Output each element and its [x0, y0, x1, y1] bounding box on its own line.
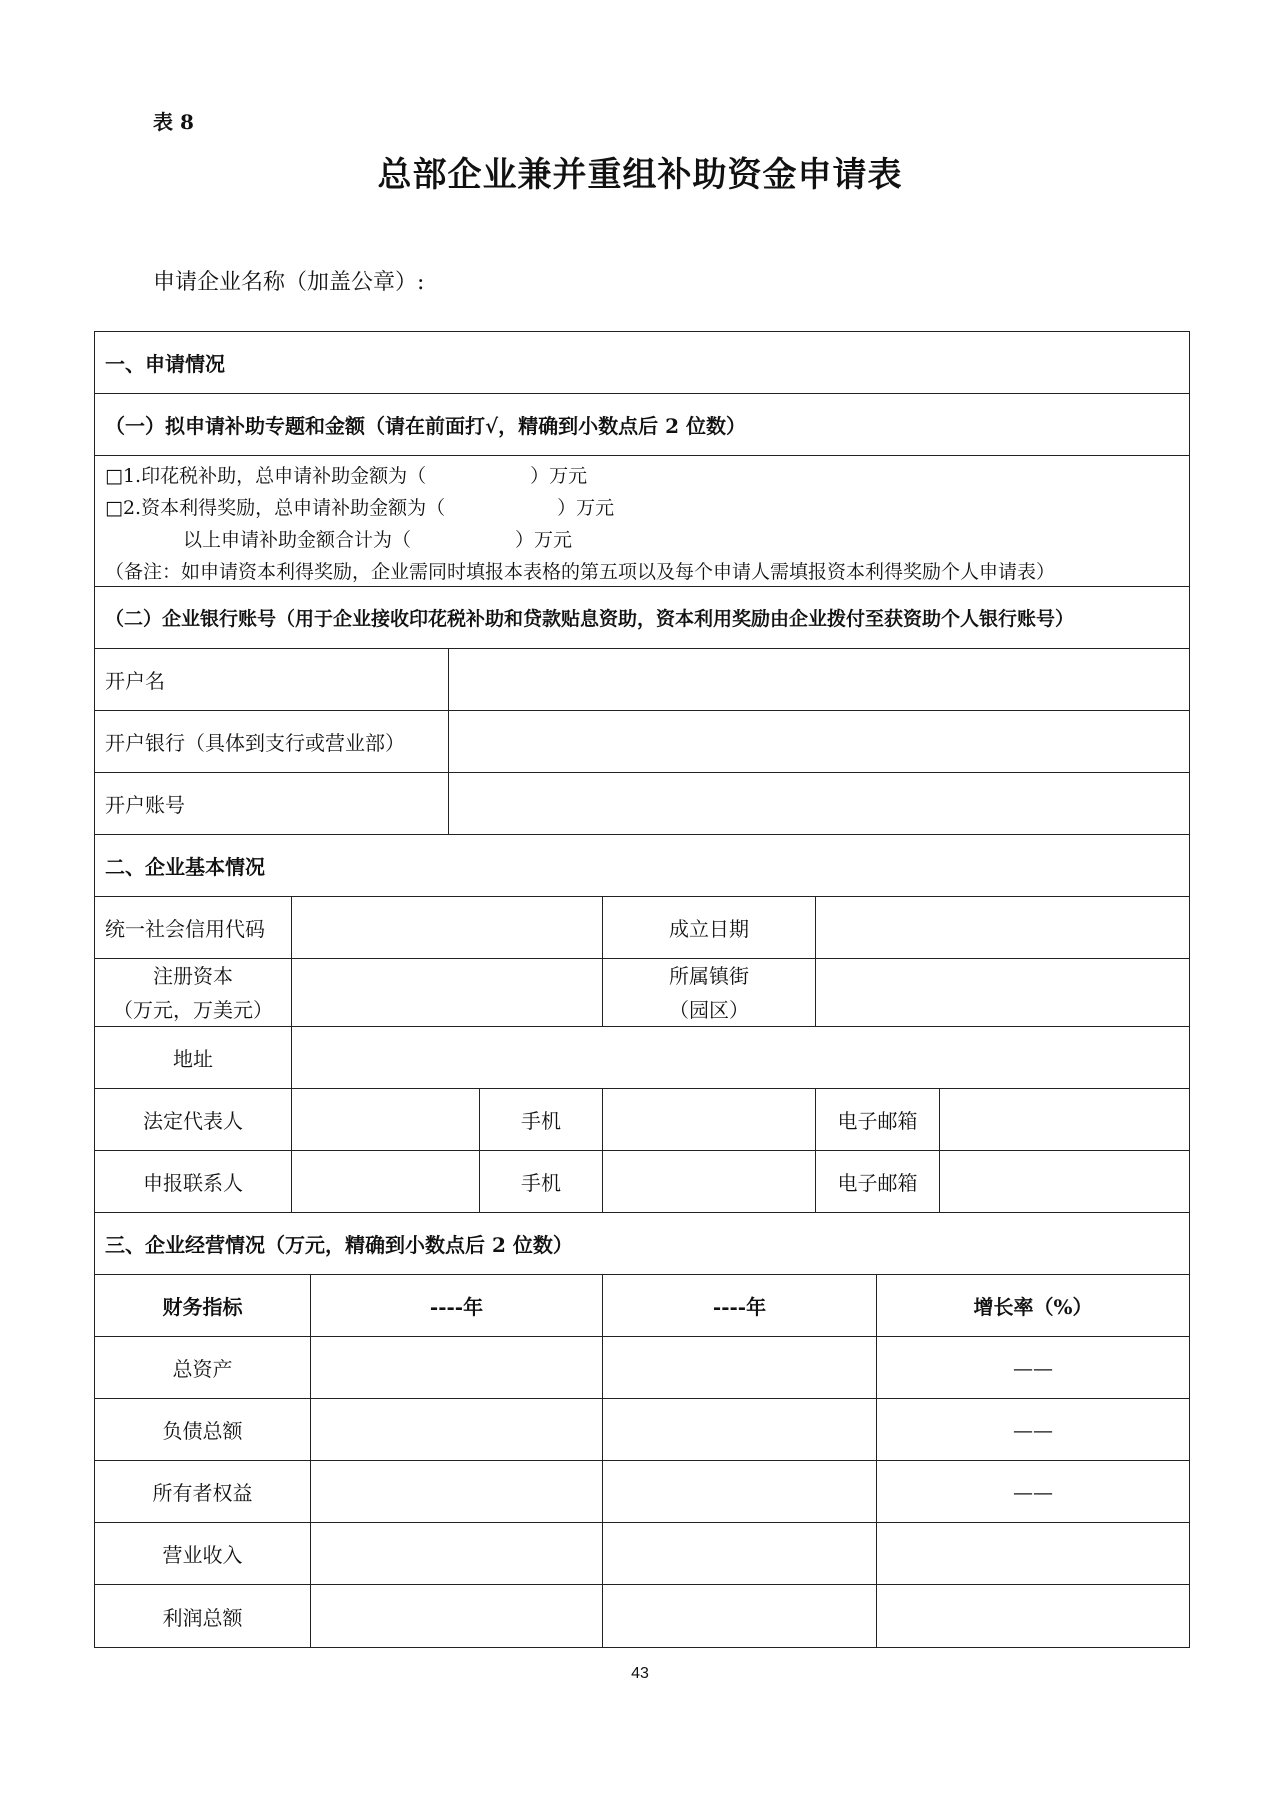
finance-growth-field[interactable] — [877, 1585, 1189, 1647]
section1-title: 一、申请情况 — [105, 352, 225, 376]
finance-year1-field[interactable] — [311, 1461, 603, 1522]
finance-year2-field[interactable] — [603, 1399, 877, 1460]
option-capital-gain[interactable] — [105, 492, 1179, 524]
section3-header-row — [95, 1213, 1189, 1275]
address-row — [95, 1027, 1189, 1089]
page-number: 43 — [631, 1665, 649, 1682]
capital-field[interactable] — [292, 959, 603, 1026]
option1-amount-field[interactable] — [426, 460, 530, 492]
option2-amount-field[interactable] — [445, 492, 557, 524]
finance-growth-cell: —— — [1013, 1417, 1053, 1442]
legal-rep-mobile-field[interactable] — [603, 1089, 816, 1150]
finance-year1-field[interactable] — [311, 1337, 603, 1398]
sub2-header-row — [95, 587, 1189, 649]
subsidy-options — [95, 456, 1189, 586]
capital-label-line1: 注册资本 — [153, 963, 233, 988]
capital-label-line2: （万元，万美元） — [113, 997, 273, 1022]
finance-row — [95, 1461, 1189, 1523]
founded-field[interactable] — [816, 897, 1189, 958]
credit-code-label: 统一社会信用代码 — [95, 897, 292, 958]
section1-header-row — [95, 332, 1189, 394]
finance-header-year2: ----年 — [603, 1275, 877, 1336]
account-name-field[interactable] — [449, 649, 1189, 710]
finance-row — [95, 1399, 1189, 1461]
legal-rep-field[interactable] — [292, 1089, 480, 1150]
contact-mobile-field[interactable] — [603, 1151, 816, 1212]
finance-year2-field[interactable] — [603, 1461, 877, 1522]
street-field[interactable] — [816, 959, 1189, 1026]
legal-rep-mobile-label: 手机 — [480, 1089, 603, 1150]
finance-year1-field[interactable] — [311, 1585, 603, 1647]
finance-row — [95, 1337, 1189, 1399]
finance-row — [95, 1585, 1189, 1647]
finance-year2-field[interactable] — [603, 1585, 877, 1647]
application-form — [94, 331, 1190, 1648]
option-stamp-duty[interactable] — [105, 460, 1179, 492]
total-amount-line — [105, 524, 1179, 556]
street-label-line2: （园区） — [669, 997, 749, 1022]
finance-row — [95, 1523, 1189, 1585]
contact-mobile-label: 手机 — [480, 1151, 603, 1212]
finance-row-label: 利润总额 — [95, 1585, 311, 1647]
capital-row — [95, 959, 1189, 1027]
finance-row-label: 负债总额 — [95, 1399, 311, 1460]
finance-year1-field[interactable] — [311, 1523, 603, 1584]
total-amount-field[interactable] — [411, 524, 515, 556]
sub1-title: （一）拟申请补助专题和金额（请在前面打√，精确到小数点后 2 位数） — [105, 414, 746, 438]
subsidy-options-row — [95, 456, 1189, 587]
finance-header-row — [95, 1275, 1189, 1337]
bank-field[interactable] — [449, 711, 1189, 772]
address-field[interactable] — [292, 1027, 1189, 1088]
contact-email-field[interactable] — [940, 1151, 1189, 1212]
finance-year2-field[interactable] — [603, 1337, 877, 1398]
total-prefix: 以上申请补助金额合计为（ — [183, 529, 412, 551]
legal-rep-email-label: 电子邮箱 — [816, 1089, 940, 1150]
option2-prefix: □2.资本利得奖励，总申请补助金额为（ — [105, 497, 446, 519]
street-label-line1: 所属镇街 — [669, 963, 749, 988]
finance-header-growth: 增长率（%） — [973, 1295, 1093, 1319]
finance-growth-field[interactable] — [877, 1523, 1189, 1584]
contact-email-label: 电子邮箱 — [816, 1151, 940, 1212]
bank-label: 开户银行（具体到支行或营业部） — [95, 711, 449, 772]
option1-prefix: □1.印花税补助，总申请补助金额为（ — [105, 465, 427, 487]
address-label: 地址 — [95, 1027, 292, 1088]
finance-row-label: 所有者权益 — [95, 1461, 311, 1522]
section3-title: 三、企业经营情况（万元，精确到小数点后 2 位数） — [105, 1233, 573, 1257]
finance-year2-field[interactable] — [603, 1523, 877, 1584]
section2-header-row — [95, 835, 1189, 897]
finance-row-label: 总资产 — [95, 1337, 311, 1398]
note-text: （备注：如申请资本利得奖励，企业需同时填报本表格的第五项以及每个申请人需填报资本利得奖励个人申请表） — [105, 561, 1056, 583]
bank-row — [95, 711, 1189, 773]
option1-suffix: ）万元 — [530, 465, 588, 487]
table-label: 表 8 — [153, 110, 194, 134]
account-number-row — [95, 773, 1189, 835]
finance-header-indicator: 财务指标 — [95, 1275, 311, 1336]
legal-rep-row — [95, 1089, 1189, 1151]
finance-year1-field[interactable] — [311, 1399, 603, 1460]
total-suffix: ）万元 — [515, 529, 573, 551]
legal-rep-label: 法定代表人 — [95, 1089, 292, 1150]
sub2-title: （二）企业银行账号（用于企业接收印花税补助和贷款贴息资助，资本利用奖励由企业拨付至获资助个人银行账号） — [105, 608, 1075, 630]
founded-label: 成立日期 — [603, 897, 816, 958]
contact-row — [95, 1151, 1189, 1213]
contact-field[interactable] — [292, 1151, 480, 1212]
contact-label: 申报联系人 — [95, 1151, 292, 1212]
section2-title: 二、企业基本情况 — [105, 855, 265, 879]
legal-rep-email-field[interactable] — [940, 1089, 1189, 1150]
account-number-field[interactable] — [449, 773, 1189, 834]
account-name-label: 开户名 — [95, 649, 449, 710]
capital-label — [95, 959, 292, 1026]
sub1-header-row — [95, 394, 1189, 456]
option2-suffix: ）万元 — [557, 497, 615, 519]
finance-row-label: 营业收入 — [95, 1523, 311, 1584]
finance-growth-cell: —— — [1013, 1479, 1053, 1504]
credit-row — [95, 897, 1189, 959]
applicant-name-label: 申请企业名称（加盖公章）: — [153, 270, 425, 295]
finance-growth-cell: —— — [1013, 1355, 1053, 1380]
account-number-label: 开户账号 — [95, 773, 449, 834]
finance-header-year1: ----年 — [311, 1275, 603, 1336]
account-name-row — [95, 649, 1189, 711]
street-label — [603, 959, 816, 1026]
credit-code-field[interactable] — [292, 897, 603, 958]
page-title: 总部企业兼并重组补助资金申请表 — [377, 155, 903, 195]
